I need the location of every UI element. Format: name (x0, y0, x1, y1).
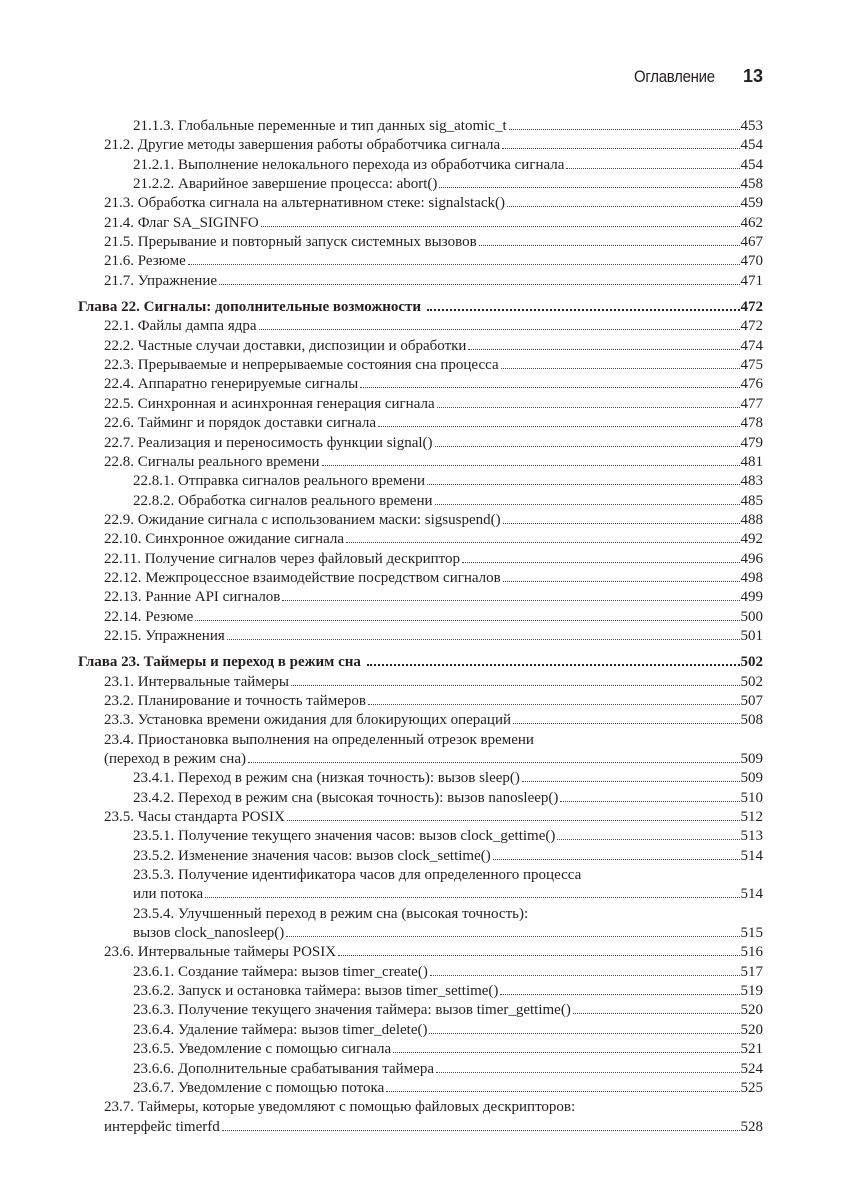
dot-leader (322, 465, 740, 466)
toc-entry-title-line1: 23.5.4. Улучшенный переход в режим сна (высокая точность): (133, 905, 529, 922)
dot-leader (393, 1052, 739, 1053)
toc-entry-title: 23.6.7. Уведомление с помощью потока (133, 1079, 385, 1096)
toc-entry-title: 23.2. Планирование и точность таймеров (104, 692, 366, 709)
toc-entry[interactable] (78, 1001, 763, 1020)
toc-entry-title: 21.3. Обработка сигнала на альтернативном стеке: signalstack() (104, 195, 506, 212)
toc-entry-page: 454 (740, 156, 763, 173)
toc-entry-title: 23.6.4. Удаление таймера: вызов timer_delete() (133, 1021, 428, 1038)
toc-entry-page: 520 (740, 1002, 763, 1019)
toc-entry-title: 22.8.1. Отправка сигналов реального времени (133, 473, 426, 490)
toc-entry[interactable] (78, 472, 763, 491)
toc-entry-page: 474 (740, 337, 763, 354)
dot-leader (435, 446, 740, 447)
dot-leader (227, 639, 740, 640)
toc-entry-line (78, 905, 763, 924)
toc-entry-title: 23.5. Часы стандарта POSIX (104, 809, 285, 826)
toc-entry-page: 502 (740, 654, 763, 671)
dot-leader (439, 187, 739, 188)
toc-entry-title: 22.9. Ожидание сигнала с использованием маски: sigsuspend() (104, 511, 501, 528)
toc-entry-title: (переход в режим сна) (104, 751, 246, 767)
toc-entry-title: 22.13. Ранние API сигналов (104, 589, 281, 606)
toc-entry-title: или потока (133, 886, 204, 903)
toc-entry-title-line1: 23.5.3. Получение идентификатора часов для определенного процесса (133, 867, 582, 884)
toc-entry-title: Глава 23. Таймеры и переход в режим сна (78, 654, 361, 671)
dot-leader (205, 897, 739, 898)
toc-entry-page: 472 (740, 299, 763, 316)
toc-entry-title: 21.2.1. Выполнение нелокального перехода из обработчика сигнала (133, 156, 565, 173)
toc-entry[interactable] (78, 252, 763, 271)
toc-entry-page: 485 (740, 492, 763, 509)
toc-entry[interactable] (78, 511, 763, 530)
dot-leader (479, 245, 740, 246)
dot-leader (291, 685, 740, 686)
toc-entry[interactable] (78, 530, 763, 549)
dot-leader (468, 349, 739, 350)
dot-leader (462, 562, 739, 563)
toc-entry-page: 525 (740, 1079, 763, 1096)
dot-leader (522, 781, 740, 782)
toc-entry-line (78, 1098, 763, 1117)
toc-entry-title: 21.2.2. Аварийное завершение процесса: abort() (133, 176, 438, 193)
toc-entry[interactable] (78, 885, 763, 904)
toc-entry-page: 528 (740, 1118, 763, 1135)
toc-entry[interactable] (78, 233, 763, 252)
toc-entry-page: 514 (740, 886, 763, 903)
toc-entry-page: 471 (740, 272, 763, 289)
dot-leader (503, 581, 740, 582)
toc-entry-page: 492 (740, 531, 763, 548)
toc-entry[interactable] (78, 214, 763, 233)
toc-entry-title: 21.4. Флаг SA_SIGINFO (104, 214, 259, 231)
dot-leader (513, 723, 740, 724)
toc-entry-title: 22.2. Частные случаи доставки, диспозиции и обработки (104, 337, 467, 354)
toc-entry-title: 23.4.2. Переход в режим сна (высокая точность): вызов nanosleep() (133, 789, 559, 806)
table-of-contents (78, 117, 763, 1137)
toc-entry[interactable] (78, 434, 763, 453)
dot-leader (566, 168, 739, 169)
toc-entry-line (78, 866, 763, 885)
toc-entry-page: 470 (740, 253, 763, 270)
dot-leader (259, 329, 740, 330)
dot-leader (248, 762, 740, 763)
toc-entry[interactable] (78, 550, 763, 569)
toc-entry-title: 23.5.2. Изменение значения часов: вызов clock_settime() (133, 847, 491, 864)
toc-entry-title: 23.5.1. Получение текущего значения часов: вызов clock_gettime() (133, 828, 556, 845)
toc-entry[interactable] (78, 627, 763, 646)
toc-entry-title: 22.14. Резюме (104, 608, 194, 625)
toc-entry-page: 520 (740, 1021, 763, 1038)
toc-entry-title-line1: 23.4. Приостановка выполнения на определенный отрезок времени (104, 731, 534, 748)
dot-leader (188, 264, 740, 265)
dot-leader (430, 975, 740, 976)
toc-entry-page: 513 (740, 828, 763, 845)
toc-entry-title: 23.1. Интервальные таймеры (104, 673, 289, 690)
toc-entry[interactable] (78, 808, 763, 827)
dot-leader (557, 839, 739, 840)
dot-leader (367, 664, 740, 666)
toc-entry-page: 514 (740, 847, 763, 864)
toc-entry-title: 22.8.2. Обработка сигналов реального времени (133, 492, 433, 509)
dot-leader (560, 801, 739, 802)
dot-leader (386, 1091, 739, 1092)
toc-chapter-entry[interactable] (78, 298, 763, 317)
toc-entry-page: 481 (740, 453, 763, 470)
toc-entry[interactable] (78, 1060, 763, 1079)
dot-leader (500, 994, 739, 995)
toc-entry[interactable] (78, 982, 763, 1001)
toc-entry-title: 23.3. Установка времени ожидания для блокирующих операций (104, 712, 511, 729)
toc-entry[interactable] (78, 194, 763, 213)
toc-entry-title: 23.6.2. Запуск и остановка таймера: вызов timer_settime() (133, 983, 499, 1000)
dot-leader (429, 1033, 739, 1034)
toc-entry[interactable] (78, 414, 763, 433)
running-header-title: Оглавление (634, 67, 715, 86)
toc-entry-page: 500 (740, 608, 763, 625)
toc-entry[interactable] (78, 317, 763, 336)
toc-entry-title: 22.1. Файлы дампа ядра (104, 318, 257, 335)
toc-entry-page: 501 (740, 627, 763, 644)
toc-entry-title: 22.3. Прерываемые и непрерываемые состояния сна процесса (104, 357, 499, 374)
toc-entry-page: 517 (740, 963, 763, 980)
toc-entry-title: 21.6. Резюме (104, 253, 186, 270)
toc-entry-title: вызов clock_nanosleep() (133, 925, 285, 942)
dot-leader (493, 859, 740, 860)
toc-entry-page: 498 (740, 569, 763, 586)
toc-entry-page: 510 (740, 789, 763, 806)
page-number: 13 (742, 66, 763, 86)
toc-entry[interactable] (78, 943, 763, 962)
dot-leader (286, 936, 739, 937)
toc-entry[interactable] (78, 924, 763, 943)
dot-leader (435, 504, 740, 505)
toc-entry-title: 23.4.1. Переход в режим сна (низкая точность): вызов sleep() (133, 770, 520, 787)
toc-entry[interactable] (78, 769, 763, 788)
toc-entry-title: 22.7. Реализация и переносимость функции signal() (104, 434, 433, 451)
toc-entry[interactable] (78, 692, 763, 711)
toc-entry[interactable] (78, 117, 763, 136)
toc-entry[interactable] (78, 608, 763, 627)
toc-entry-page: 477 (740, 395, 763, 412)
toc-entry-page: 478 (740, 415, 763, 432)
dot-leader (502, 148, 739, 149)
toc-entry-title: 21.5. Прерывание и повторный запуск системных вызовов (104, 234, 477, 251)
toc-entry-title: 23.6.5. Уведомление с помощью сигнала (133, 1041, 392, 1058)
toc-entry[interactable] (78, 827, 763, 846)
toc-entry-page: 479 (740, 434, 763, 451)
dot-leader (219, 284, 740, 285)
toc-entry-page: 516 (740, 944, 763, 961)
toc-entry-page: 453 (740, 118, 763, 134)
toc-entry-title-line1: 23.7. Таймеры, которые уведомляют с помощью файловых дескрипторов: (104, 1099, 576, 1116)
toc-entry-page: 488 (740, 511, 763, 528)
toc-entry[interactable] (78, 673, 763, 692)
toc-entry-page: 483 (740, 473, 763, 490)
toc-entry-title: 22.5. Синхронная и асинхронная генерация сигнала (104, 395, 435, 412)
dot-leader (338, 955, 739, 956)
dot-leader (222, 1130, 740, 1131)
toc-entry-title: 22.10. Синхронное ожидание сигнала (104, 531, 345, 548)
toc-entry[interactable] (78, 588, 763, 607)
toc-entry-page: 521 (740, 1041, 763, 1058)
dot-leader (503, 523, 740, 524)
toc-entry-page: 508 (740, 712, 763, 729)
toc-entry[interactable] (78, 1040, 763, 1059)
toc-entry-page: 454 (740, 137, 763, 154)
toc-entry[interactable] (78, 175, 763, 194)
running-header (623, 66, 763, 87)
toc-entry-page: 499 (740, 589, 763, 606)
toc-entry-title: 23.6.6. Дополнительные срабатывания таймера (133, 1060, 434, 1077)
toc-entry[interactable] (78, 750, 763, 769)
toc-entry[interactable] (78, 272, 763, 291)
toc-entry-title: 22.15. Упражнения (104, 627, 225, 644)
dot-leader (501, 368, 740, 369)
toc-entry[interactable] (78, 789, 763, 808)
dot-leader (287, 820, 740, 821)
toc-chapter-entry[interactable] (78, 653, 763, 672)
toc-entry[interactable] (78, 395, 763, 414)
toc-entry[interactable] (78, 356, 763, 375)
toc-entry[interactable] (78, 1079, 763, 1098)
dot-leader (427, 484, 739, 485)
dot-leader (509, 129, 740, 130)
toc-entry-title: 22.4. Аппаратно генерируемые сигналы (104, 376, 359, 393)
toc-entry-page: 512 (740, 809, 763, 826)
toc-entry-page: 509 (740, 770, 763, 787)
toc-entry-page: 462 (740, 214, 763, 231)
dot-leader (507, 206, 739, 207)
toc-entry-title: 23.6.1. Создание таймера: вызов timer_create() (133, 963, 428, 980)
toc-entry-page: 515 (740, 925, 763, 942)
toc-entry-page: 509 (740, 751, 763, 767)
toc-entry-page: 459 (740, 195, 763, 212)
dot-leader (378, 426, 739, 427)
toc-entry[interactable] (78, 963, 763, 982)
toc-entry-page: 458 (740, 176, 763, 193)
toc-entry-page: 519 (740, 983, 763, 1000)
dot-leader (427, 309, 739, 311)
toc-entry[interactable] (78, 1118, 763, 1137)
toc-entry-title: 23.6.3. Получение текущего значения таймера: вызов timer_gettime() (133, 1002, 571, 1019)
dot-leader (573, 1013, 740, 1014)
dot-leader (195, 620, 739, 621)
dot-leader (261, 226, 740, 227)
toc-entry[interactable] (78, 847, 763, 866)
toc-entry-page: 507 (740, 692, 763, 709)
toc-entry-title: 21.1.3. Глобальные переменные и тип данных sig_atomic_t (133, 118, 507, 134)
toc-entry-title: 22.12. Межпроцессное взаимодействие посредством сигналов (104, 569, 501, 586)
dot-leader (368, 704, 740, 705)
toc-entry[interactable] (78, 492, 763, 511)
dot-leader (437, 407, 740, 408)
toc-entry-page: 476 (740, 376, 763, 393)
toc-entry-page: 502 (740, 673, 763, 690)
toc-entry-page: 496 (740, 550, 763, 567)
toc-entry[interactable] (78, 156, 763, 175)
toc-entry[interactable] (78, 1021, 763, 1040)
toc-entry[interactable] (78, 569, 763, 588)
toc-entry-page: 524 (740, 1060, 763, 1077)
toc-entry[interactable] (78, 711, 763, 730)
toc-entry-page: 475 (740, 357, 763, 374)
toc-entry-page: 467 (740, 234, 763, 251)
toc-entry-line (78, 731, 763, 750)
toc-entry-title: Глава 22. Сигналы: дополнительные возможности (78, 299, 422, 316)
toc-entry[interactable] (78, 453, 763, 472)
toc-entry-title: 22.11. Получение сигналов через файловый дескриптор (104, 550, 461, 567)
dot-leader (360, 387, 739, 388)
toc-entry-title: интерфейс timerfd (104, 1118, 220, 1135)
toc-entry-page: 472 (740, 318, 763, 335)
toc-entry[interactable] (78, 337, 763, 356)
toc-entry[interactable] (78, 136, 763, 155)
dot-leader (436, 1072, 740, 1073)
toc-entry-title: 21.2. Другие методы завершения работы обработчика сигнала (104, 137, 501, 154)
toc-entry-title: 21.7. Упражнение (104, 272, 217, 289)
toc-entry-title: 22.8. Сигналы реального времени (104, 453, 320, 470)
toc-entry[interactable] (78, 375, 763, 394)
dot-leader (282, 600, 739, 601)
toc-entry-title: 22.6. Тайминг и порядок доставки сигнала (104, 415, 377, 432)
dot-leader (346, 542, 739, 543)
toc-entry-title: 23.6. Интервальные таймеры POSIX (104, 944, 337, 961)
